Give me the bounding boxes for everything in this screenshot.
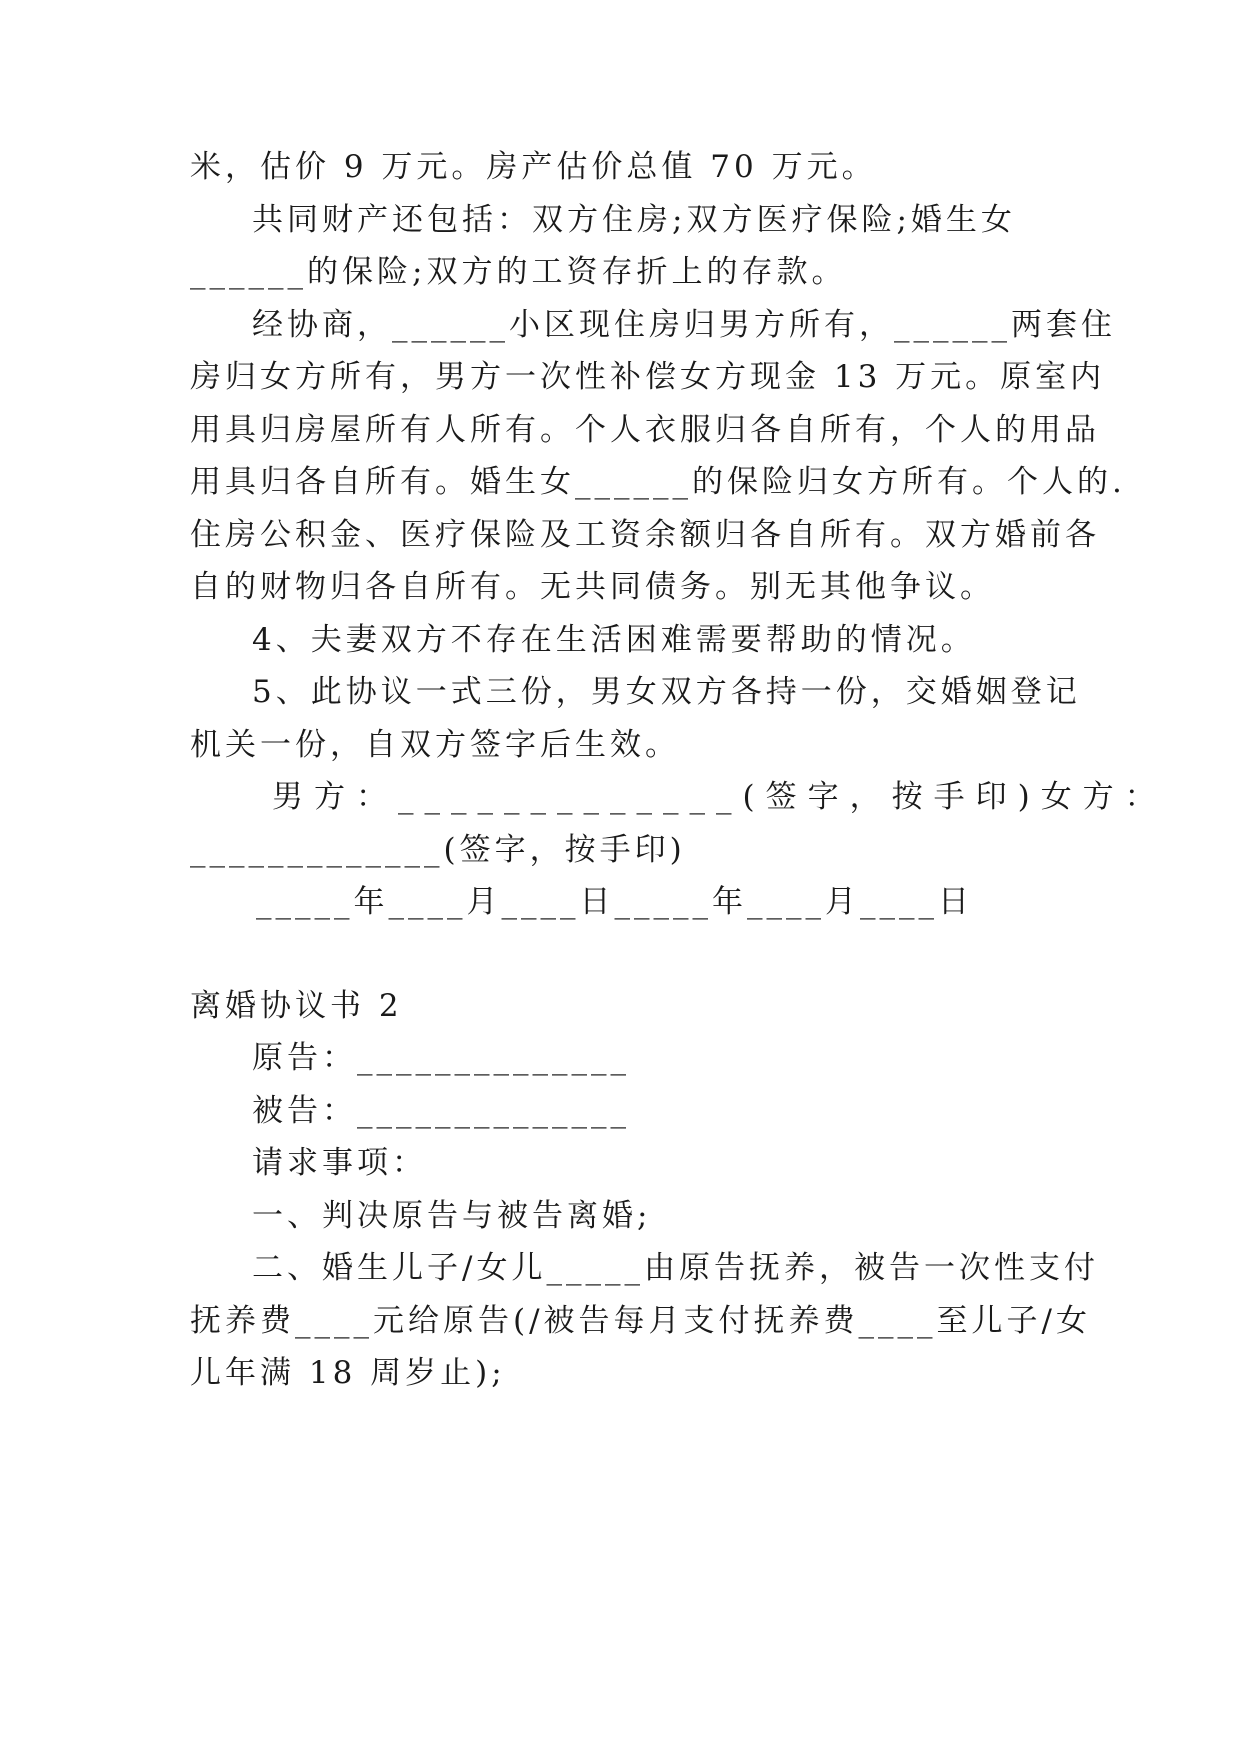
text-line: 房归女方所有，男方一次性补偿女方现金 13 万元。原室内 xyxy=(190,359,1106,395)
text-line: 儿年满 18 周岁止); xyxy=(190,1355,506,1391)
text-line: 原告：______________ xyxy=(252,1040,630,1076)
text-line: 被告：______________ xyxy=(252,1093,630,1129)
text-line: 5、此协议一式三份，男女双方各持一份，交婚姻登记 xyxy=(252,674,1081,710)
text-line: 自的财物归各自所有。无共同债务。别无其他争议。 xyxy=(190,569,995,605)
text-line: 4、夫妻双方不存在生活困难需要帮助的情况。 xyxy=(252,622,976,658)
signature-line: 男方：_____________(签字，按手印)女方： xyxy=(272,779,1167,815)
section-title: 离婚协议书 2 xyxy=(190,988,403,1024)
text-line: 米，估价 9 万元。房产估价总值 70 万元。 xyxy=(190,149,877,185)
text-line: 机关一份，自双方签字后生效。 xyxy=(190,727,680,763)
text-line: 抚养费____元给原告(/被告每月支付抚养费____至儿子/女 xyxy=(190,1303,1091,1339)
text-line: 经协商，______小区现住房归男方所有，______两套住 xyxy=(252,307,1116,343)
date-line: _____年____月____日_____年____月____日 xyxy=(256,884,973,920)
text-line: 用具归各自所有。婚生女______的保险归女方所有。个人的. xyxy=(190,464,1126,500)
text-line: 请求事项： xyxy=(252,1145,427,1181)
text-line: ______的保险;双方的工资存折上的存款。 xyxy=(190,254,847,290)
text-line: 一、判决原告与被告离婚; xyxy=(252,1198,652,1234)
signature-line: _____________(签字，按手印) xyxy=(190,832,686,868)
text-line: 二、婚生儿子/女儿_____由原告抚养，被告一次性支付 xyxy=(252,1250,1099,1286)
text-line: 共同财产还包括：双方住房;双方医疗保险;婚生女 xyxy=(252,202,1016,238)
text-line: 用具归房屋所有人所有。个人衣服归各自所有，个人的用品 xyxy=(190,412,1100,448)
text-line: 住房公积金、医疗保险及工资余额归各自所有。双方婚前各 xyxy=(190,517,1100,553)
